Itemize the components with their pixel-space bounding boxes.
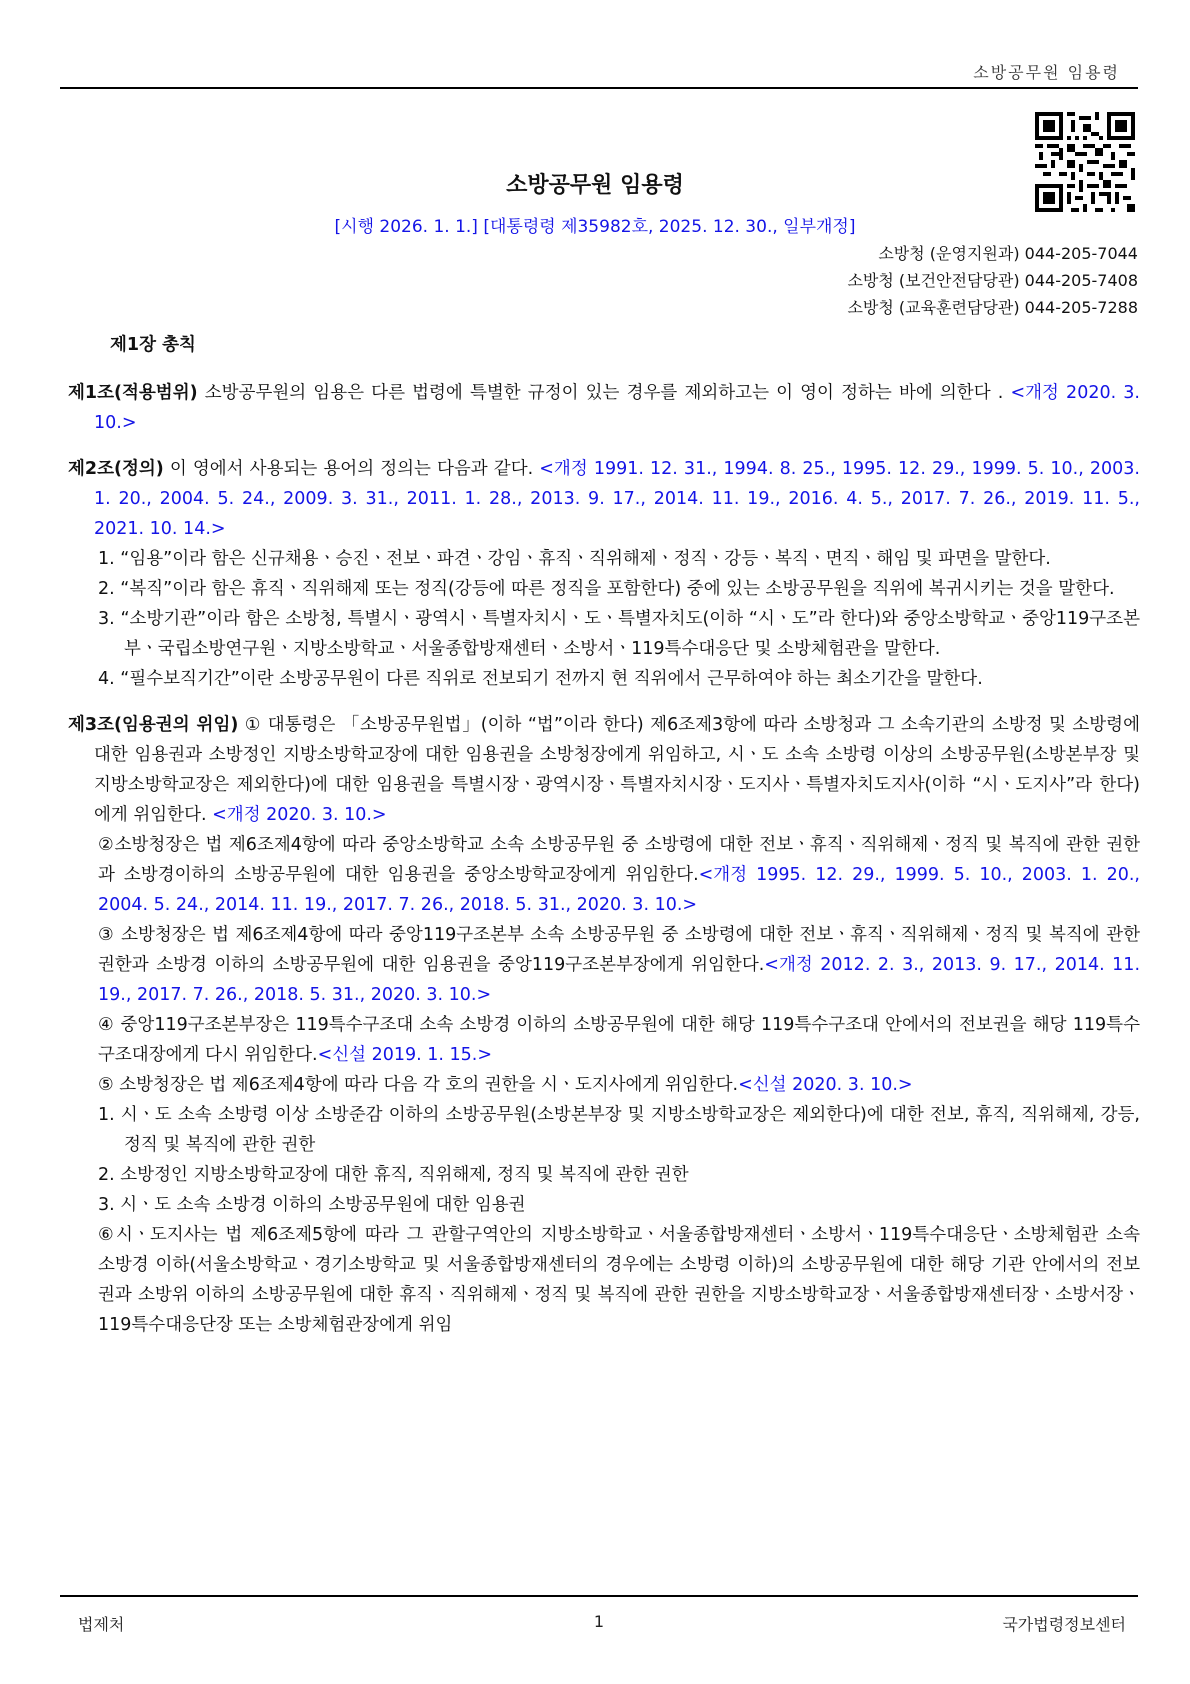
definition-item: 2. “복직”이라 함은 휴직ㆍ직위해제 또는 정직(강등에 따른 정직을 포함한다) 중에 있는 소방공무원을 직위에 복귀시키는 것을 말한다. xyxy=(98,579,1115,599)
chapter-heading: 제1장 총칙 xyxy=(110,335,196,355)
amendment-link[interactable]: <개정 2012. 2. 3., 2013. 9. 17., 2014. 11. 19., 2017. 7. 26., 2018. 5. 31., 2020. 3. 10.> xyxy=(98,955,1141,1005)
amendment-link[interactable]: <개정 2020. 3. 10.> xyxy=(94,383,1140,433)
header-rule xyxy=(60,87,1138,89)
article-text: 소방공무원의 임용은 다른 법령에 특별한 규정이 있는 경우를 제외하고는 이 영이 정하는 바에 의한다 . xyxy=(197,383,1011,403)
page-number: 1 xyxy=(593,1612,605,1631)
document-body xyxy=(68,330,1140,1356)
amendment-link[interactable]: <개정 2020. 3. 10.> xyxy=(212,805,387,825)
paragraph-text: ④ 중앙119구조본부장은 119특수구조대 소속 소방경 이하의 소방공무원에 대한 해당 119특수구조대 안에서의 전보권을 해당 119특수구조대장에게 다시 위임한다. xyxy=(98,1015,1140,1065)
amendment-link[interactable]: <개정 1991. 12. 31., 1994. 8. 25., 1995. 12. 29., 1999. 5. 10., 2003. 1. 20., 2004. 5. 24., 2009. 3. 31., 2011. 1. 28., 2013. 9. 17., 2014. 11. 19., 2016. 4. 5., 2017. 7. 26., 2019. 11. 5., 2021. 10. 14.> xyxy=(94,459,1140,539)
definition-item: 4. “필수보직기간”이란 소방공무원이 다른 직위로 전보되기 전까지 현 직위에서 근무하여야 하는 최소기간을 말한다. xyxy=(98,669,983,689)
contact-list xyxy=(847,240,1138,321)
amendment-link[interactable]: <신설 2019. 1. 15.> xyxy=(317,1045,493,1065)
footer-rule xyxy=(60,1595,1138,1597)
amendment-link[interactable]: <개정 1995. 12. 29., 1999. 5. 10., 2003. 1. 20., 2004. 5. 24., 2014. 11. 19., 2017. 7. 26., 2018. 5. 31., 2020. 3. 10.> xyxy=(98,865,1140,915)
amendment-link[interactable]: <신설 2020. 3. 10.> xyxy=(738,1075,913,1095)
running-header-title: 소방공무원 임용령 xyxy=(973,63,1120,82)
article-2 xyxy=(68,454,1140,694)
article-1 xyxy=(68,378,1140,438)
paragraph-6: ⑥시ㆍ도지사는 법 제6조제5항에 따라 그 관할구역안의 지방소방학교ㆍ서울종합방재센터ㆍ소방서ㆍ119특수대응단ㆍ소방체험관 소속 소방경 이하(서울소방학교ㆍ경기소방학교 및 서울종합방재센터의 경우에는 소방령 이하)의 소방공무원에 대한 해당 기관 안에서의 전보권과 소방위 이하의 소방공무원에 대한 휴직ㆍ직위해제ㆍ정직 및 복직에 관한 권한을 지방소방학교장ㆍ서울종합방재센터장ㆍ소방서장ㆍ119특수대응단장 또는 소방체험관장에게 위임 xyxy=(98,1225,1140,1335)
paragraph-1-text: ① 대통령은 「소방공무원법」(이하 “법”이라 한다) 제6조제3항에 따라 소방청과 그 소속기관의 소방정 및 소방령에 대한 임용권과 소방정인 지방소방학교장에 대한 임용권을 소방청장에게 위임하고, 시ㆍ도 소속 소방령 이상의 소방공무원(소방본부장 및 지방소방학교장은 제외한다)에 대한 임용권을 특별시장ㆍ광역시장ㆍ특별자치시장ㆍ도지사ㆍ특별자치도지사(이하 “시ㆍ도지사”라 한다)에게 위임한다. xyxy=(94,715,1140,825)
definition-item: 3. “소방기관”이라 함은 소방청, 특별시ㆍ광역시ㆍ특별자치시ㆍ도ㆍ특별자치도(이하 “시ㆍ도”라 한다)와 중앙소방학교ㆍ중앙119구조본부ㆍ국립소방연구원ㆍ지방소방학교ㆍ서울종합방재센터ㆍ소방서ㆍ119특수대응단 및 소방체험관을 말한다. xyxy=(98,609,1140,659)
paragraph-5-item: 1. 시ㆍ도 소속 소방령 이상 소방준감 이하의 소방공무원(소방본부장 및 지방소방학교장은 제외한다)에 대한 전보, 휴직, 직위해제, 강등, 정직 및 복직에 관한 권한 xyxy=(98,1105,1140,1155)
paragraph-text: ③ 소방청장은 법 제6조제4항에 따라 중앙119구조본부 소속 소방공무원 중 소방령에 대한 전보ㆍ휴직ㆍ직위해제ㆍ정직 및 복직에 관한 권한과 소방경 이하의 소방공무원에 대한 임용권을 중앙119구조본부장에게 위임한다. xyxy=(98,925,1140,975)
paragraph-5-item: 2. 소방정인 지방소방학교장에 대한 휴직, 직위해제, 정직 및 복직에 관한 권한 xyxy=(98,1165,689,1185)
footer-source: 국가법령정보센터 xyxy=(1002,1615,1126,1634)
paragraph-4 xyxy=(68,1010,1140,1070)
definition-item: 1. “임용”이라 함은 신규채용ㆍ승진ㆍ전보ㆍ파견ㆍ강임ㆍ휴직ㆍ직위해제ㆍ정직ㆍ강등ㆍ복직ㆍ면직ㆍ해임 및 파면을 말한다. xyxy=(98,549,1051,569)
paragraph-3 xyxy=(68,920,1140,1010)
article-3 xyxy=(68,710,1140,1340)
article-heading: 제1조(적용범위) xyxy=(68,383,198,403)
paragraph-5 xyxy=(68,1070,1140,1100)
contact-item: 소방청 (교육훈련담당관) 044-205-7288 xyxy=(847,298,1138,317)
article-text: 이 영에서 사용되는 용어의 정의는 다음과 같다. xyxy=(163,459,540,479)
footer-publisher: 법제처 xyxy=(78,1615,125,1634)
document-title: 소방공무원 임용령 xyxy=(506,173,684,198)
paragraph-2 xyxy=(68,830,1140,920)
paragraph-text: ②소방청장은 법 제6조제4항에 따라 중앙소방학교 소속 소방공무원 중 소방령에 대한 전보ㆍ휴직ㆍ직위해제ㆍ정직 및 복직에 관한 권한과 소방경이하의 소방공무원에 대한 임용권을 중앙소방학교장에게 위임한다. xyxy=(98,835,1140,885)
paragraph-5-item: 3. 시ㆍ도 소속 소방경 이하의 소방공무원에 대한 임용권 xyxy=(98,1195,526,1215)
article-heading: 제2조(정의) xyxy=(68,459,164,479)
contact-item: 소방청 (운영지원과) 044-205-7044 xyxy=(878,244,1138,263)
paragraph-text: ⑤ 소방청장은 법 제6조제4항에 따라 다음 각 호의 권한을 시ㆍ도지사에게 위임한다. xyxy=(98,1075,739,1095)
contact-item: 소방청 (보건안전담당관) 044-205-7408 xyxy=(847,271,1138,290)
article-heading: 제3조(임용권의 위임) xyxy=(68,715,239,735)
enforcement-info[interactable]: [시행 2026. 1. 1.] [대통령령 제35982호, 2025. 12. 30., 일부개정] xyxy=(334,217,856,237)
